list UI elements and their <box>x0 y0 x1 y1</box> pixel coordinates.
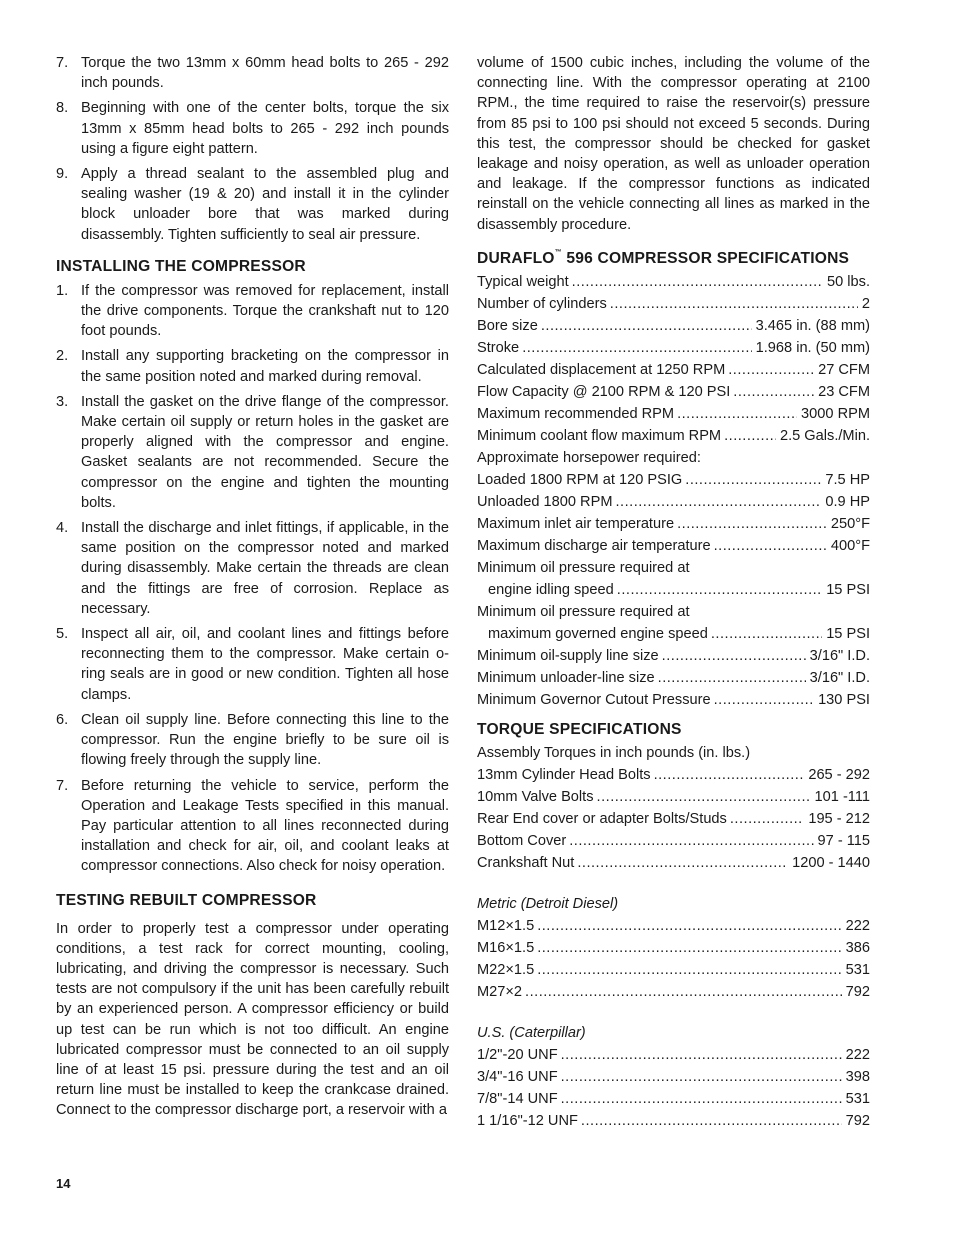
us-row: 7/8"-14 UNF ..... 531 <box>477 1088 870 1110</box>
testing-heading: TESTING REBUILT COMPRESSOR <box>56 891 317 909</box>
spec-row: engine idling speed ..... 15 PSI <box>477 579 870 601</box>
torque-heading: TORQUE SPECIFICATIONS <box>477 720 682 738</box>
us-row: 1/2"-20 UNF ..... 222 <box>477 1044 870 1066</box>
list-item: 7. Before returning the vehicle to service, perform the Operation and Leakage Tests specified in this manual. Pay particular attention to all lines reconnected during installation and check for air, oil, and coolant leaks at compressor connections. Also check for noisy operation. <box>56 777 449 875</box>
metric-row: M22×1.5 ..... 531 <box>477 959 870 981</box>
specifications-heading: DURAFLO™ 596 COMPRESSOR SPECIFICATIONS <box>477 248 850 267</box>
spec-row: Minimum unloader-line size ..... 3/16" I.D. <box>477 667 870 689</box>
metric-row: M16×1.5 ..... 386 <box>477 937 870 959</box>
spec-subheading: Minimum oil pressure required at <box>477 559 690 576</box>
list-item: 3. Install the gasket on the drive flange of the compressor. Make certain oil supply or return holes in the gasket are properly aligned with the compressor and engine. Gasket sealants are not recommended. Secure the compressor on the engine and tighten the mounting bolts. <box>56 393 449 511</box>
spec-row: Maximum recommended RPM ..... 3000 RPM <box>477 403 870 425</box>
spec-subheading: Minimum oil pressure required at <box>477 603 690 620</box>
list-item: 2. Install any supporting bracketing on the compressor in the same position noted and marked during removal. <box>56 348 449 385</box>
torque-row: Rear End cover or adapter Bolts/Studs ..... 195 - 212 <box>477 808 870 830</box>
us-row: 3/4"-16 UNF ..... 398 <box>477 1066 870 1088</box>
spec-row: Maximum inlet air temperature ..... 250°F <box>477 513 870 535</box>
spec-row: Typical weight ..... 50 lbs. <box>477 271 870 293</box>
spec-row: Minimum coolant flow maximum RPM ..... 2.5 Gals./Min. <box>477 425 870 447</box>
torque-intro: Assembly Torques in inch pounds (in. lbs.) <box>477 744 751 761</box>
spec-row: Loaded 1800 RPM at 120 PSIG ..... 7.5 HP <box>477 469 870 491</box>
torque-row: 13mm Cylinder Head Bolts ..... 265 - 292 <box>477 764 870 786</box>
list-item: 9. Apply a thread sealant to the assembled plug and sealing washer (19 & 20) and install it in the cylinder block unloader bore that was marked during disassembly. Tighten sufficiently to seal air pressure. <box>56 166 449 243</box>
right-column <box>477 53 870 1132</box>
testing-paragraph-continued: volume of 1500 cubic inches, including the volume of the connecting line. With the compressor operating at 2100 RPM., the time required to raise the reservoir(s) pressure from 85 psi to 100 psi should not exceed 5 seconds. During this test, the compressor should be checked for gasket leakage and noisy operation, as well as unloader operation and leakage. If the compressor functions as indicated reinstall on the vehicle connecting all lines as marked in the disassembly procedure. <box>477 55 870 233</box>
spec-row: Bore size ..... 3.465 in. (88 mm) <box>477 315 870 337</box>
testing-paragraph: In order to properly test a compressor under operating conditions, a test rack for correct mounting, cooling, lubricating, and driving the compressor is necessary. Such tests are not compulsory if the unit has been carefully rebuilt by an experienced person. A compressor efficiency or build up test can be run which is not too difficult. An engine lubricated compressor must be connected to an oil supply line of at least 15 psi. pressure during the test and an oil return line must be installed to keep the crankcase drained. Connect to the compressor discharge port, a reservoir with a <box>56 920 449 1119</box>
page-number: 14 <box>56 1176 71 1191</box>
spec-row: Calculated displacement at 1250 RPM ..... 27 CFM <box>477 359 870 381</box>
metric-heading: Metric (Detroit Diesel) <box>477 895 619 912</box>
list-item: 5. Inspect all air, oil, and coolant lines and fittings before reconnecting them to the compressor. Make certain o-ring seals are in good or new condition. Tighten all hose clamps. <box>56 626 449 703</box>
list-item: 7. Torque the two 13mm x 60mm head bolts to 265 - 292 inch pounds. <box>56 55 449 92</box>
spec-row: Maximum discharge air temperature ..... 400°F <box>477 535 870 557</box>
us-row: 1 1/16"-12 UNF ..... 792 <box>477 1110 870 1132</box>
left-column <box>56 53 449 1121</box>
list-item: 8. Beginning with one of the center bolts, torque the six 13mm x 85mm head bolts to 265 - 292 inch pounds using a figure eight pattern. <box>56 100 449 157</box>
us-heading: U.S. (Caterpillar) <box>477 1024 586 1041</box>
spec-row: Minimum Governor Cutout Pressure ..... 130 PSI <box>477 689 870 711</box>
torque-row: 10mm Valve Bolts ..... 101 -111 <box>477 786 870 808</box>
spec-row: Unloaded 1800 RPM ..... 0.9 HP <box>477 491 870 513</box>
installing-heading: INSTALLING THE COMPRESSOR <box>56 257 306 275</box>
metric-row: M12×1.5 ..... 222 <box>477 915 870 937</box>
list-item: 1. If the compressor was removed for replacement, install the drive components. Torque the crankshaft nut to 120 foot pounds. <box>56 282 449 340</box>
torque-row: Crankshaft Nut ..... 1200 - 1440 <box>477 852 870 874</box>
torque-row: Bottom Cover ..... 97 - 115 <box>477 830 870 852</box>
list-item: 6. Clean oil supply line. Before connecting this line to the compressor. Run the engine briefly to be sure oil is flowing freely through the supply line. <box>56 711 449 769</box>
metric-row: M27×2 ..... 792 <box>477 981 870 1003</box>
spec-row: Flow Capacity @ 2100 RPM & 120 PSI ..... 23 CFM <box>477 381 870 403</box>
list-item: 4. Install the discharge and inlet fittings, if applicable, in the same position on the compressor noted and marked during disassembly. Make certain the threads are clean and the fittings are free of corrosion. Replace as necessary. <box>56 520 449 617</box>
spec-subheading: Approximate horsepower required: <box>477 449 701 466</box>
spec-row: maximum governed engine speed ..... 15 PSI <box>477 623 870 645</box>
spec-row: Minimum oil-supply line size ..... 3/16" I.D. <box>477 645 870 667</box>
spec-row: Number of cylinders ..... 2 <box>477 293 870 315</box>
spec-row: Stroke ..... 1.968 in. (50 mm) <box>477 337 870 359</box>
